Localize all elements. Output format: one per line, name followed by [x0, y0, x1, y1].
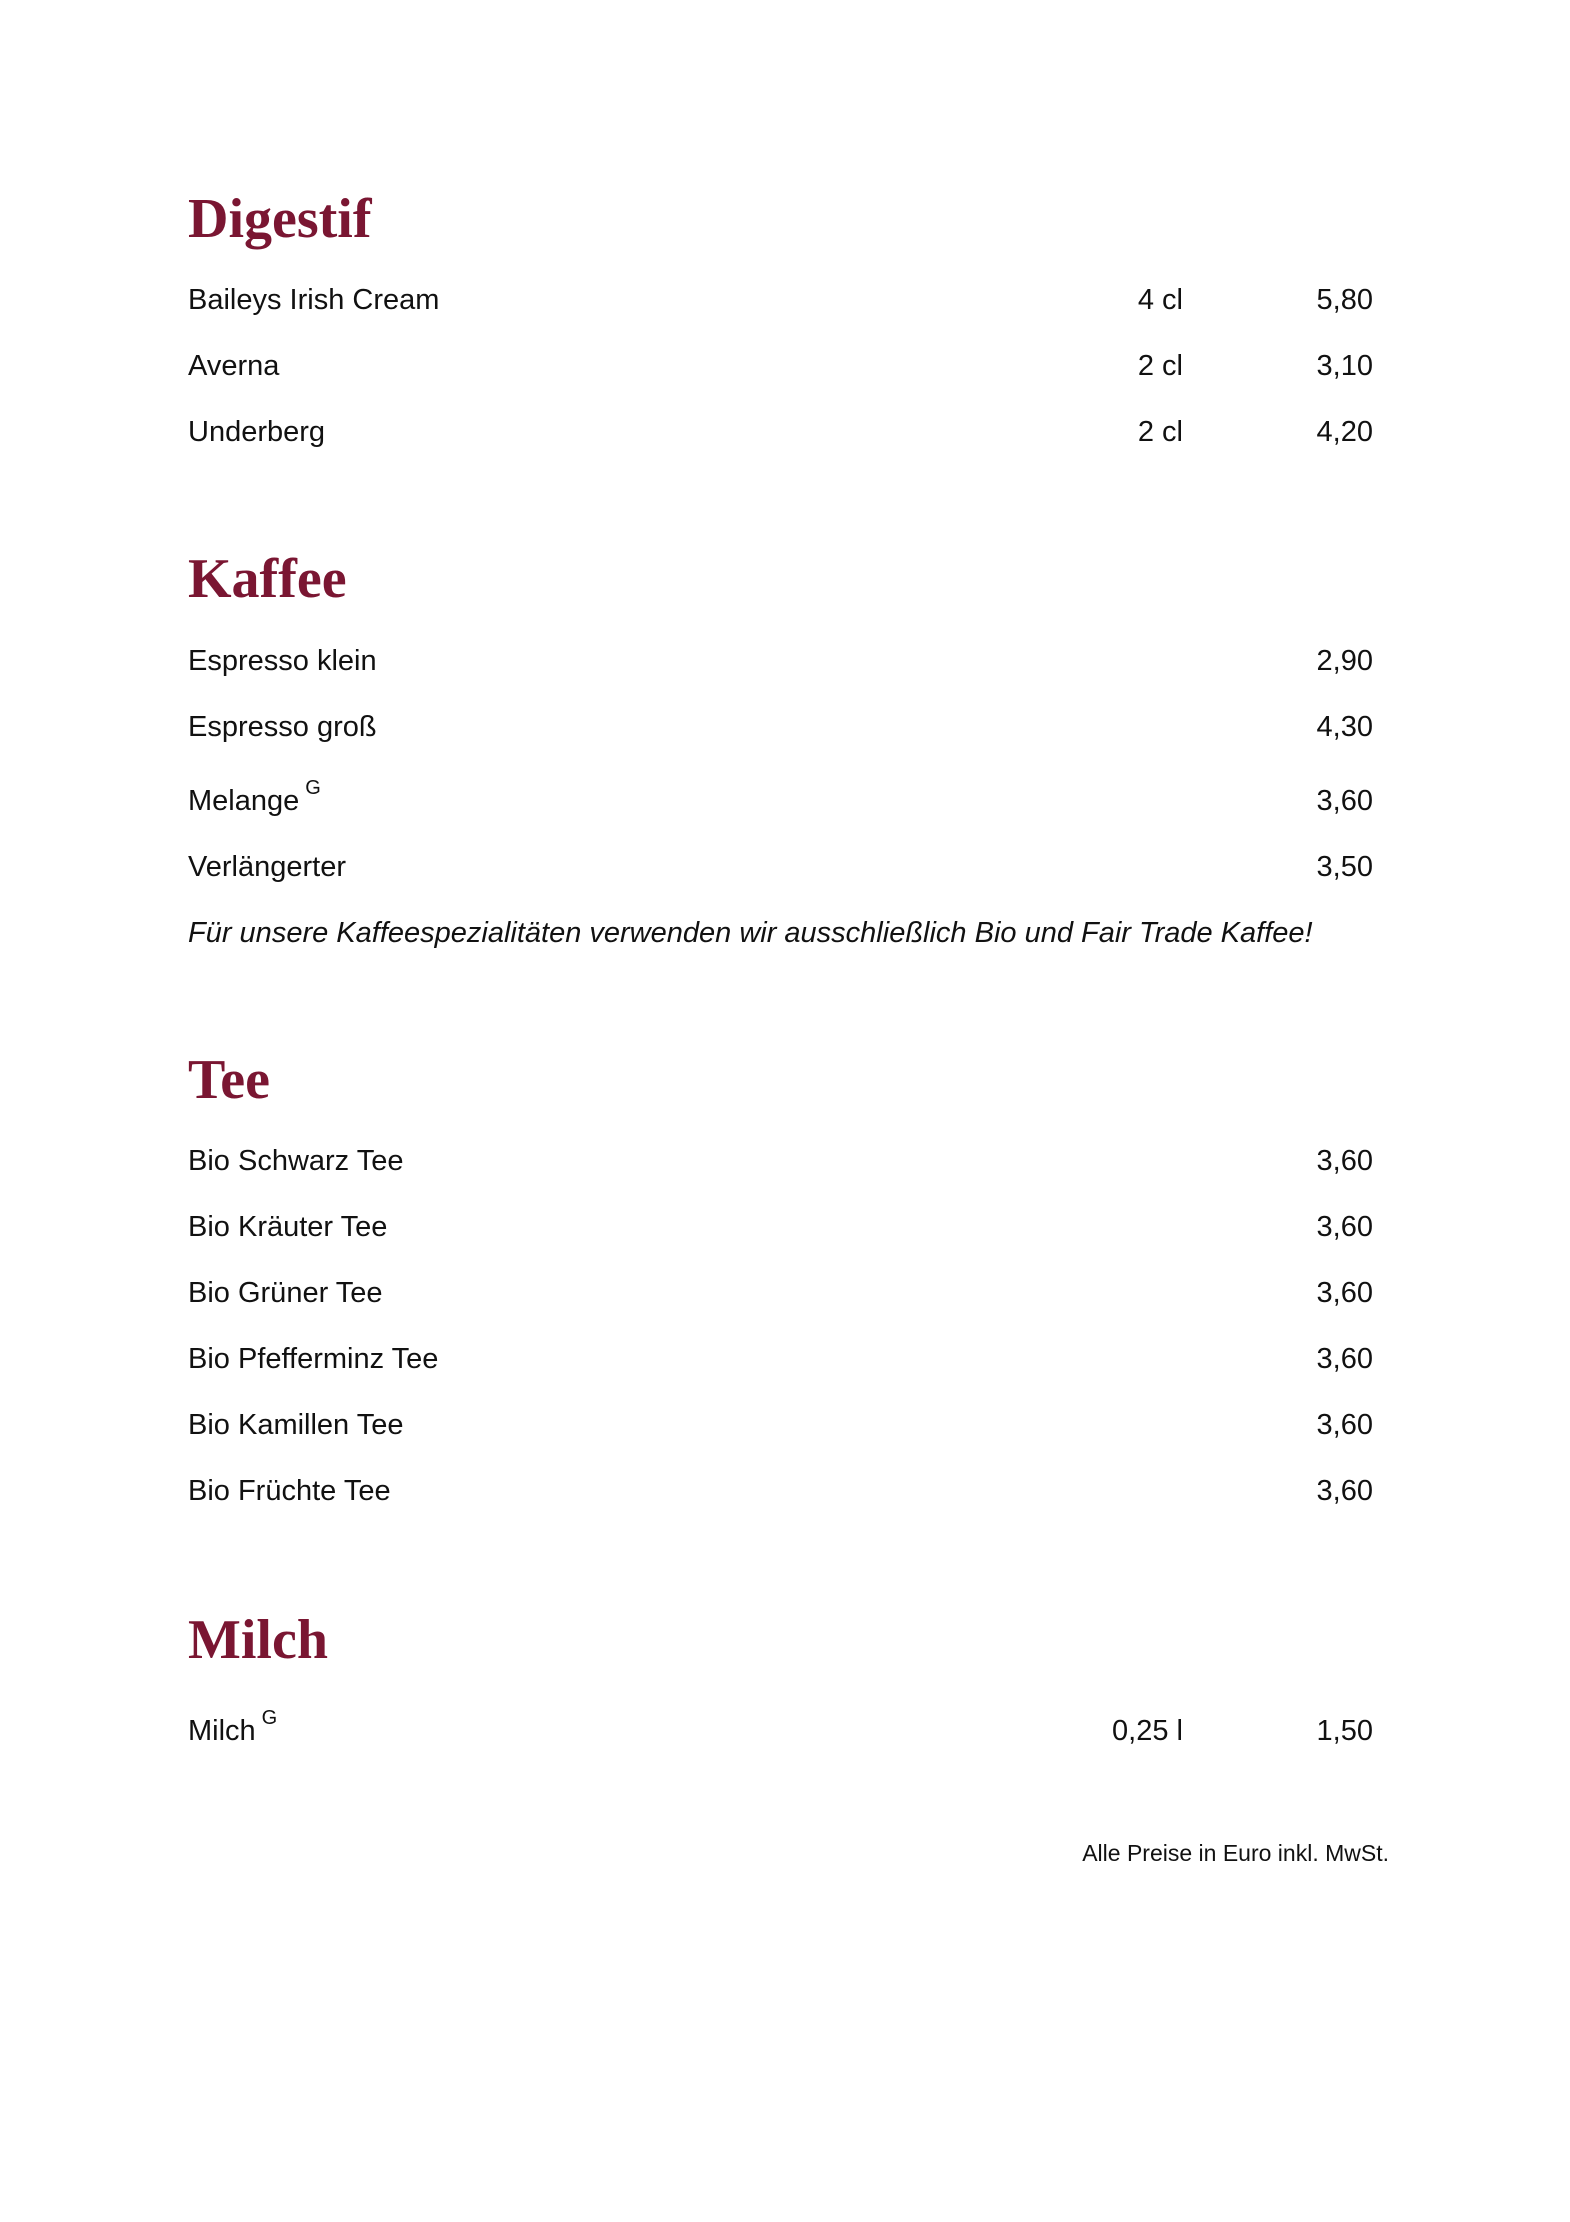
menu-item-averna: [188, 346, 1373, 386]
item-quantity: 2 cl: [1137, 350, 1183, 382]
menu-item-verlaengerter: [188, 847, 1373, 887]
menu-item-bio-gruener-tee: [188, 1273, 1373, 1313]
item-name: Bio Kräuter Tee: [188, 1211, 388, 1243]
item-name: Averna: [188, 350, 280, 382]
item-price: 3,60: [1316, 785, 1373, 817]
item-price: 4,20: [1316, 416, 1373, 448]
menu-item-baileys: [188, 280, 1373, 320]
item-quantity: 2 cl: [1137, 416, 1183, 448]
item-name: Bio Früchte Tee: [188, 1475, 391, 1507]
menu-item-bio-fruechte-tee: [188, 1471, 1373, 1511]
item-quantity: 4 cl: [1137, 284, 1183, 316]
menu-item-bio-kamillen-tee: [188, 1405, 1373, 1445]
menu-item-espresso-gross: [188, 707, 1373, 747]
item-name: Espresso klein: [188, 645, 377, 677]
section-title-milch: Milch: [188, 1609, 328, 1671]
item-name: Bio Kamillen Tee: [188, 1409, 404, 1441]
item-name: Verlängerter: [188, 851, 346, 883]
menu-item-underberg: [188, 412, 1373, 452]
kaffee-note: Für unsere Kaffeespezialitäten verwenden wir ausschließlich Bio und Fair Trade Kaffee!: [188, 917, 1313, 949]
item-name: Bio Schwarz Tee: [188, 1145, 404, 1177]
menu-item-espresso-klein: [188, 641, 1373, 681]
item-name: Bio Grüner Tee: [188, 1277, 383, 1309]
item-price: 5,80: [1316, 284, 1373, 316]
item-price: 3,60: [1316, 1277, 1373, 1309]
item-price: 3,60: [1316, 1343, 1373, 1375]
item-name: Baileys Irish Cream: [188, 284, 440, 316]
menu-item-milch: [188, 1707, 1373, 1751]
item-price: 3,60: [1316, 1409, 1373, 1441]
item-name: Underberg: [188, 416, 326, 448]
item-quantity: 0,25 l: [1112, 1715, 1183, 1747]
item-price: 3,10: [1316, 350, 1373, 382]
menu-item-bio-kraeuter-tee: [188, 1207, 1373, 1247]
item-price: 1,50: [1316, 1715, 1373, 1747]
item-price: 3,50: [1316, 851, 1373, 883]
item-price: 4,30: [1316, 711, 1373, 743]
item-name: Bio Pfefferminz Tee: [188, 1343, 439, 1375]
item-name: Espresso groß: [188, 711, 377, 743]
menu-item-bio-schwarz-tee: [188, 1141, 1373, 1181]
section-title-kaffee: Kaffee: [188, 548, 347, 610]
item-price: 3,60: [1316, 1475, 1373, 1507]
section-title-tee: Tee: [188, 1049, 270, 1111]
item-price: 3,60: [1316, 1211, 1373, 1243]
menu-item-melange: [188, 777, 1373, 821]
item-name-text: Melange: [188, 785, 300, 817]
item-price: 3,60: [1316, 1145, 1373, 1177]
section-title-digestif: Digestif: [188, 188, 372, 250]
allergen-marker: G: [261, 1707, 278, 1729]
item-name: [188, 777, 321, 824]
item-price: 2,90: [1316, 645, 1373, 677]
menu-item-bio-pfefferminz-tee: [188, 1339, 1373, 1379]
item-name-text: Milch: [188, 1715, 256, 1747]
item-name: [188, 1707, 278, 1754]
price-footnote: Alle Preise in Euro inkl. MwSt.: [1082, 1840, 1389, 1866]
allergen-marker: G: [305, 777, 321, 799]
